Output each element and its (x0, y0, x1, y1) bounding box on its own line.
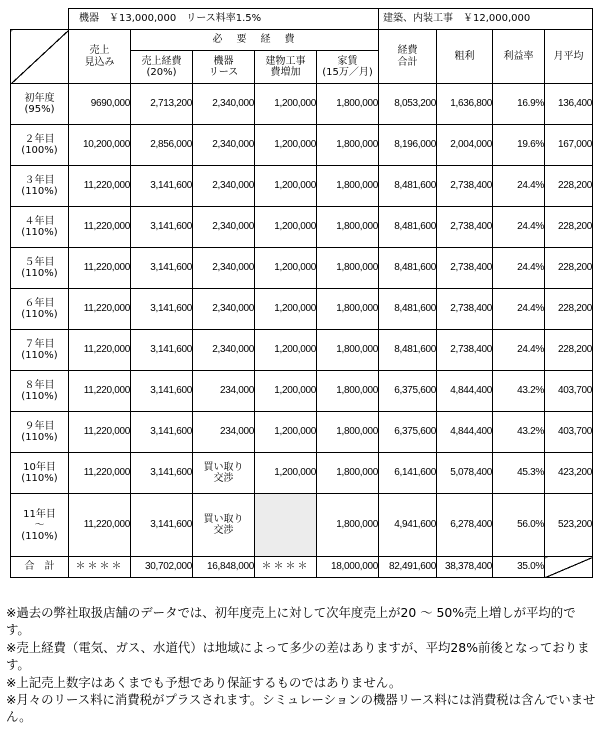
rate-cell: 43.2% (493, 371, 545, 412)
rent-cell: 1,800,000 (317, 371, 379, 412)
expense-cell: 3,141,600 (131, 412, 193, 453)
monthly-cell: 228,200 (545, 207, 593, 248)
rate-cell: 45.3% (493, 453, 545, 494)
building-cell: 1,200,000 (255, 330, 317, 371)
table-row (11, 289, 593, 330)
building-cell: 1,200,000 (255, 289, 317, 330)
header-sales-expense: 売上経費 (20%) (131, 51, 193, 84)
expense-cell: 3,141,600 (131, 289, 193, 330)
total-profit: 38,378,400 (437, 557, 493, 578)
expense-cell: 2,856,000 (131, 125, 193, 166)
header-gross-profit: 粗利 (437, 30, 493, 84)
total-rate: 35.0% (493, 557, 545, 578)
table-row (11, 125, 593, 166)
lease-cell: 買い取り 交渉 (193, 453, 255, 494)
year-cell: ４年目 (110%) (11, 207, 69, 248)
profit-cell: 4,844,400 (437, 371, 493, 412)
building-cell-11-empty (255, 494, 317, 557)
building-cell: 1,200,000 (255, 125, 317, 166)
total-cell: 8,481,600 (379, 330, 437, 371)
lease-cell-11: 買い取り 交渉 (193, 494, 255, 557)
total-cell: 8,053,200 (379, 84, 437, 125)
lease-cell: 2,340,000 (193, 84, 255, 125)
header-sales-forecast: 売上 見込み (69, 30, 131, 84)
rate-cell: 24.4% (493, 289, 545, 330)
expense-cell: 3,141,600 (131, 207, 193, 248)
rate-cell: 24.4% (493, 207, 545, 248)
total-building: ＊＊＊＊ (255, 557, 317, 578)
total-cell: 8,481,600 (379, 248, 437, 289)
total-cell: 8,196,000 (379, 125, 437, 166)
year-cell-11: 11年目 〜 (110%) (11, 494, 69, 557)
total-cell: 8,481,600 (379, 207, 437, 248)
rent-cell: 1,800,000 (317, 166, 379, 207)
profit-cell: 1,636,800 (437, 84, 493, 125)
building-cell: 1,200,000 (255, 453, 317, 494)
caption-blank (11, 9, 69, 30)
rent-cell: 1,800,000 (317, 453, 379, 494)
notes (6, 604, 596, 726)
year-cell: 初年度 (95%) (11, 84, 69, 125)
rent-cell: 1,800,000 (317, 125, 379, 166)
total-expense-sum: 82,491,600 (379, 557, 437, 578)
rate-cell: 24.4% (493, 330, 545, 371)
lease-cell: 2,340,000 (193, 125, 255, 166)
header-rent: 家賃 (15万／月) (317, 51, 379, 84)
total-lease: 16,848,000 (193, 557, 255, 578)
rate-cell: 16.9% (493, 84, 545, 125)
rent-cell: 1,800,000 (317, 412, 379, 453)
rent-cell: 1,800,000 (317, 84, 379, 125)
header-equipment-lease: 機器 リース (193, 51, 255, 84)
expense-cell: 3,141,600 (131, 371, 193, 412)
sales-cell: 11,220,000 (69, 412, 131, 453)
table-row (11, 412, 593, 453)
monthly-cell: 403,700 (545, 412, 593, 453)
monthly-cell: 136,400 (545, 84, 593, 125)
total-rent: 18,000,000 (317, 557, 379, 578)
header-required-expenses: 必 要 経 費 (131, 30, 379, 51)
profit-cell: 2,738,400 (437, 248, 493, 289)
total-cell: 8,481,600 (379, 289, 437, 330)
table-row (11, 330, 593, 371)
profit-cell: 2,738,400 (437, 207, 493, 248)
rate-cell: 19.6% (493, 125, 545, 166)
total-monthly-crossed (545, 557, 593, 578)
year-cell: ９年目 (110%) (11, 412, 69, 453)
expense-cell: 3,141,600 (131, 330, 193, 371)
note-4: ※月々のリース料に消費税がプラスされます。シミュレーションの機器リース料には消費税は含んでいません。 (6, 692, 596, 725)
year-cell: ２年目 (100%) (11, 125, 69, 166)
sales-cell: 11,220,000 (69, 330, 131, 371)
building-cell: 1,200,000 (255, 84, 317, 125)
note-3: ※上記売上数字はあくまでも予想であり保証するものではありません。 (6, 674, 402, 690)
sales-cell: 11,220,000 (69, 207, 131, 248)
monthly-cell: 228,200 (545, 248, 593, 289)
building-cell: 1,200,000 (255, 166, 317, 207)
corner-diagonal (11, 30, 69, 84)
header-profit-rate: 利益率 (493, 30, 545, 84)
table-row (11, 371, 593, 412)
monthly-cell: 167,000 (545, 125, 593, 166)
caption-construction: 建築、内装工事 ￥12,000,000 (379, 9, 593, 30)
rent-cell: 1,800,000 (317, 248, 379, 289)
lease-cell: 234,000 (193, 371, 255, 412)
table-row (11, 248, 593, 289)
header-monthly-average: 月平均 (545, 30, 593, 84)
profit-cell: 2,738,400 (437, 330, 493, 371)
expense-cell: 3,141,600 (131, 166, 193, 207)
lease-cell: 2,340,000 (193, 248, 255, 289)
monthly-cell: 228,200 (545, 289, 593, 330)
table-row (11, 207, 593, 248)
year-cell: ６年目 (110%) (11, 289, 69, 330)
lease-cell: 2,340,000 (193, 330, 255, 371)
rent-cell: 1,800,000 (317, 289, 379, 330)
profit-cell: 2,004,000 (437, 125, 493, 166)
lease-cell: 234,000 (193, 412, 255, 453)
total-cell: 6,141,600 (379, 453, 437, 494)
building-cell: 1,200,000 (255, 371, 317, 412)
year-cell: ３年目 (110%) (11, 166, 69, 207)
sales-cell: 11,220,000 (69, 166, 131, 207)
year-cell: ７年目 (110%) (11, 330, 69, 371)
sales-cell: 11,220,000 (69, 248, 131, 289)
table-row (11, 166, 593, 207)
profit-cell: 2,738,400 (437, 166, 493, 207)
sales-cell: 11,220,000 (69, 289, 131, 330)
table-row (11, 84, 593, 125)
rate-cell: 24.4% (493, 166, 545, 207)
header-building-work: 建物工事 費増加 (255, 51, 317, 84)
sales-cell: 11,220,000 (69, 453, 131, 494)
year-cell: 10年目 (110%) (11, 453, 69, 494)
expense-cell: 3,141,600 (131, 453, 193, 494)
rent-cell: 1,800,000 (317, 330, 379, 371)
sales-cell: 9690,000 (69, 84, 131, 125)
lease-cell: 2,340,000 (193, 166, 255, 207)
building-cell: 1,200,000 (255, 248, 317, 289)
year-cell: ５年目 (110%) (11, 248, 69, 289)
profit-cell: 2,738,400 (437, 289, 493, 330)
monthly-cell: 403,700 (545, 371, 593, 412)
profit-cell: 4,844,400 (437, 412, 493, 453)
monthly-cell: 228,200 (545, 166, 593, 207)
total-cell: 6,375,600 (379, 412, 437, 453)
rate-cell: 43.2% (493, 412, 545, 453)
rate-cell: 24.4% (493, 248, 545, 289)
building-cell: 1,200,000 (255, 412, 317, 453)
total-cell-11: 4,941,600 (379, 494, 437, 557)
simulation-table (10, 8, 593, 578)
sales-cell: 10,200,000 (69, 125, 131, 166)
monthly-cell: 228,200 (545, 330, 593, 371)
table-row (11, 453, 593, 494)
expense-cell: 2,713,200 (131, 84, 193, 125)
total-cell: 6,375,600 (379, 371, 437, 412)
rent-cell-11: 1,800,000 (317, 494, 379, 557)
lease-cell: 2,340,000 (193, 289, 255, 330)
lease-cell: 2,340,000 (193, 207, 255, 248)
monthly-cell: 423,200 (545, 453, 593, 494)
expense-cell: 3,141,600 (131, 248, 193, 289)
total-label: 合 計 (11, 557, 69, 578)
note-1: ※過去の弊社取扱店舗のデータでは、初年度売上に対して次年度売上が20 〜 50%売上増しが平均的です。 (6, 605, 576, 638)
note-2: ※売上経費（電気、ガス、水道代）は地域によって多少の差はありますが、平均28%前後となっております。 (6, 639, 590, 673)
sales-cell: 11,220,000 (69, 371, 131, 412)
header-expense-total: 経費 合計 (379, 30, 437, 84)
year-cell: ８年目 (110%) (11, 371, 69, 412)
total-expense: 30,702,000 (131, 557, 193, 578)
rent-cell: 1,800,000 (317, 207, 379, 248)
profit-cell-11: 6,278,400 (437, 494, 493, 557)
expense-cell-11: 3,141,600 (131, 494, 193, 557)
rate-cell-11: 56.0% (493, 494, 545, 557)
monthly-cell-11: 523,200 (545, 494, 593, 557)
total-sales: ＊＊＊＊ (69, 557, 131, 578)
caption-machine: 機器 ￥13,000,000 リース料率1.5% (69, 9, 379, 30)
profit-cell: 5,078,400 (437, 453, 493, 494)
total-cell: 8,481,600 (379, 166, 437, 207)
building-cell: 1,200,000 (255, 207, 317, 248)
sales-cell-11: 11,220,000 (69, 494, 131, 557)
